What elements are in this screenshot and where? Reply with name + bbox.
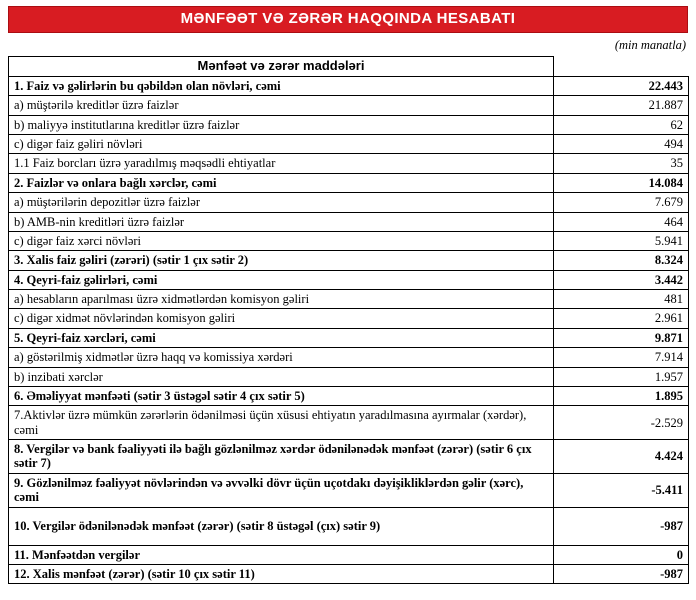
table-row: [9, 115, 689, 134]
table-row: [9, 440, 689, 474]
table-row: [9, 348, 689, 367]
row-label: 7.Aktivlər üzrə mümkün zərərlərin ödənilməsi üçün xüsusi ehtiyatın yaradılmasına ayırmalar (xərdər), cəmi: [9, 406, 554, 440]
row-label: c) digər faiz xərci növləri: [9, 231, 554, 250]
row-value: -987: [554, 507, 689, 545]
table-row: [9, 193, 689, 212]
row-label: 8. Vergilər və bank fəaliyyəti ilə bağlı gözlənilməz xərdər ödənilənədək mənfəət (zərər) (sətir 6 çıx sətir 7): [9, 440, 554, 474]
row-label: 9. Gözlənilməz fəaliyyət növlərindən və əvvəlki dövr üçün uçotdakı dəyişikliklərdən gəlir (xərc), cəmi: [9, 473, 554, 507]
row-value: 5.941: [554, 231, 689, 250]
row-value: 62: [554, 115, 689, 134]
row-value: 1.895: [554, 386, 689, 405]
row-label: b) maliyyə institutlarına kreditlər üzrə faizlər: [9, 115, 554, 134]
row-value: 464: [554, 212, 689, 231]
row-label: 3. Xalis faiz gəliri (zərəri) (sətir 1 çıx sətir 2): [9, 251, 554, 270]
page-title: MƏNFƏƏT VƏ ZƏRƏR HAQQINDA HESABATI: [180, 10, 516, 27]
row-value: 35: [554, 154, 689, 173]
row-label: 12. Xalis mənfəət (zərər) (sətir 10 çıx sətir 11): [9, 564, 554, 583]
row-value: 22.443: [554, 76, 689, 95]
row-label: 6. Əməliyyat mənfəəti (sətir 3 üstəgəl sətir 4 çıx sətir 5): [9, 386, 554, 405]
row-label: c) digər faiz gəliri növləri: [9, 135, 554, 154]
column-header-value: [554, 57, 689, 77]
row-value: -987: [554, 564, 689, 583]
row-value: 9.871: [554, 328, 689, 347]
row-value: 8.324: [554, 251, 689, 270]
row-value: 21.887: [554, 96, 689, 115]
table-row: [9, 367, 689, 386]
row-value: 4.424: [554, 440, 689, 474]
row-label: a) göstərilmiş xidmətlər üzrə haqq və komissiya xərdəri: [9, 348, 554, 367]
table-body: [9, 57, 689, 584]
table-row: [9, 507, 689, 545]
table-row: [9, 386, 689, 405]
row-value: 14.084: [554, 173, 689, 192]
row-value: 1.957: [554, 367, 689, 386]
table-row: [9, 212, 689, 231]
table-row: [9, 545, 689, 564]
table-row: [9, 135, 689, 154]
table-row: [9, 328, 689, 347]
units-note: (min manatla): [614, 38, 686, 52]
row-label: 4. Qeyri-faiz gəlirləri, cəmi: [9, 270, 554, 289]
row-label: 1. Faiz və gəlirlərin bu qəbildən olan növləri, cəmi: [9, 76, 554, 95]
table-row: [9, 564, 689, 583]
table-row: [9, 270, 689, 289]
table-row: [9, 473, 689, 507]
row-label: c) digər xidmət növlərindən komisyon gəliri: [9, 309, 554, 328]
row-value: -5.411: [554, 473, 689, 507]
table-row: [9, 231, 689, 250]
row-value: 7.679: [554, 193, 689, 212]
row-value: 0: [554, 545, 689, 564]
table-row: [9, 76, 689, 95]
table-row: [9, 290, 689, 309]
row-value: -2.529: [554, 406, 689, 440]
row-value: 3.442: [554, 270, 689, 289]
row-label: a) müştərilərin depozitlər üzrə faizlər: [9, 193, 554, 212]
row-label: b) inzibati xərclər: [9, 367, 554, 386]
table-header-row: [9, 57, 689, 77]
report-title-bar: [8, 6, 688, 33]
row-label: a) müştərilə kreditlər üzrə faizlər: [9, 96, 554, 115]
row-value: 481: [554, 290, 689, 309]
row-label: b) AMB-nin kreditləri üzrə faizlər: [9, 212, 554, 231]
table-row: [9, 309, 689, 328]
row-label: 5. Qeyri-faiz xərcləri, cəmi: [9, 328, 554, 347]
row-label: a) hesabların aparılması üzrə xidmətlərdən komisyon gəliri: [9, 290, 554, 309]
row-label: 10. Vergilər ödənilənədək mənfəət (zərər) (sətir 8 üstəgəl (çıx) sətir 9): [9, 507, 554, 545]
table-row: [9, 251, 689, 270]
row-value: 2.961: [554, 309, 689, 328]
table-row: [9, 406, 689, 440]
row-label: 11. Mənfəətdən vergilər: [9, 545, 554, 564]
row-value: 7.914: [554, 348, 689, 367]
table-row: [9, 154, 689, 173]
table-row: [9, 173, 689, 192]
table-row: [9, 96, 689, 115]
column-header-label: Mənfəət və zərər maddələri: [9, 57, 554, 77]
row-label: 2. Faizlər və onlara bağlı xərclər, cəmi: [9, 173, 554, 192]
profit-loss-table: [8, 56, 689, 584]
row-label: 1.1 Faiz borcları üzrə yaradılmış məqsədli ehtiyatlar: [9, 154, 554, 173]
top-strip: [0, 0, 696, 4]
row-value: 494: [554, 135, 689, 154]
